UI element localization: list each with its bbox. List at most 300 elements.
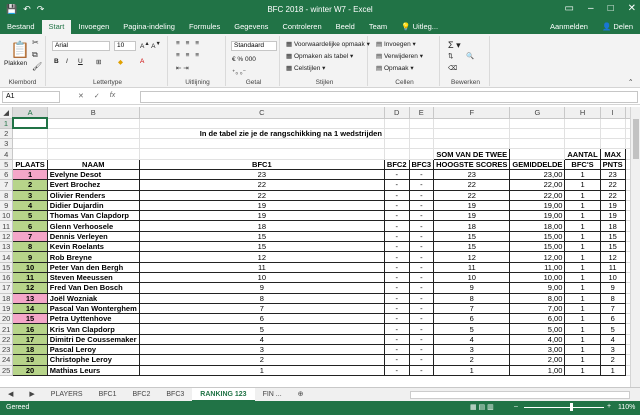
name-cell[interactable]: Peter Van den Bergh: [47, 262, 139, 272]
top-two-sum-cell[interactable]: 15: [434, 242, 510, 252]
share-button[interactable]: 👤 Delen: [601, 22, 633, 31]
add-sheet-icon[interactable]: ⊕: [297, 390, 304, 398]
name-box[interactable]: A1: [2, 91, 60, 103]
row-header[interactable]: 5: [0, 159, 13, 169]
average-cell[interactable]: 15,00: [510, 231, 565, 241]
row-header[interactable]: 4: [0, 149, 13, 159]
font-color-icon[interactable]: A: [140, 58, 145, 65]
top-two-sum-cell[interactable]: 3: [434, 345, 510, 355]
average-cell[interactable]: 15,00: [510, 242, 565, 252]
row-header[interactable]: 19: [0, 303, 13, 313]
place-cell[interactable]: 6: [13, 221, 47, 231]
vertical-scrollbar[interactable]: [630, 107, 640, 387]
bfc-count-cell[interactable]: 1: [565, 180, 600, 190]
row-header[interactable]: 22: [0, 334, 13, 344]
place-cell[interactable]: 11: [13, 272, 47, 282]
bfc3-cell[interactable]: -: [409, 200, 434, 210]
average-cell[interactable]: 1,00: [510, 365, 565, 375]
row-header[interactable]: 1: [0, 118, 13, 128]
column-header-i[interactable]: I: [600, 107, 625, 118]
bfc1-cell[interactable]: 23: [139, 169, 384, 179]
bfc-count-cell[interactable]: 1: [565, 200, 600, 210]
sheet-tab-bfc1[interactable]: BFC1: [98, 390, 117, 398]
tab-bestand[interactable]: Bestand: [7, 22, 35, 31]
collapse-ribbon-icon[interactable]: ⌃: [628, 79, 634, 86]
average-cell[interactable]: 2,00: [510, 355, 565, 365]
place-cell[interactable]: 16: [13, 324, 47, 334]
bfc1-cell[interactable]: 15: [139, 242, 384, 252]
bfc2-cell[interactable]: -: [384, 211, 409, 221]
column-header-c[interactable]: C: [139, 107, 384, 118]
decimal-icon[interactable]: ⁺₀ ₀⁻: [232, 69, 247, 76]
max-points-cell[interactable]: 8: [600, 293, 625, 303]
bold-icon[interactable]: B: [54, 58, 59, 65]
bfc-count-cell[interactable]: 1: [565, 324, 600, 334]
row-header[interactable]: 24: [0, 355, 13, 365]
column-header-d[interactable]: D: [384, 107, 409, 118]
row-header[interactable]: 14: [0, 252, 13, 262]
header-cell-c5[interactable]: BFC1: [139, 159, 384, 169]
name-cell[interactable]: Evert Brochez: [47, 180, 139, 190]
tab-formules[interactable]: Formules: [188, 22, 221, 31]
bfc3-cell[interactable]: -: [409, 211, 434, 221]
bfc3-cell[interactable]: -: [409, 314, 434, 324]
max-points-cell[interactable]: 22: [600, 190, 625, 200]
average-cell[interactable]: 5,00: [510, 324, 565, 334]
borders-icon[interactable]: ⊞: [96, 59, 102, 66]
cell-styles-button[interactable]: ▦ Celstijlen ▾: [286, 65, 326, 72]
top-two-sum-cell[interactable]: 19: [434, 200, 510, 210]
bfc3-cell[interactable]: -: [409, 365, 434, 375]
bfc3-cell[interactable]: -: [409, 303, 434, 313]
ribbon-display-icon[interactable]: ▭: [564, 3, 574, 14]
name-cell[interactable]: Glenn Verhoosele: [47, 221, 139, 231]
font-size-select[interactable]: 10: [114, 41, 136, 51]
bfc3-cell[interactable]: -: [409, 262, 434, 272]
row-header[interactable]: 23: [0, 345, 13, 355]
max-points-cell[interactable]: 5: [600, 324, 625, 334]
row-header[interactable]: 12: [0, 231, 13, 241]
cell[interactable]: [409, 139, 434, 149]
name-cell[interactable]: Steven Meeussen: [47, 272, 139, 282]
zoom-level[interactable]: 110%: [618, 404, 636, 411]
bfc1-cell[interactable]: 8: [139, 293, 384, 303]
top-two-sum-cell[interactable]: 10: [434, 272, 510, 282]
max-points-cell[interactable]: 7: [600, 303, 625, 313]
name-cell[interactable]: Christophe Leroy: [47, 355, 139, 365]
bfc-count-cell[interactable]: 1: [565, 293, 600, 303]
cancel-icon[interactable]: ✕: [78, 93, 84, 100]
row-header[interactable]: 6: [0, 169, 13, 179]
average-cell[interactable]: 18,00: [510, 221, 565, 231]
bfc-count-cell[interactable]: 1: [565, 211, 600, 221]
bfc2-cell[interactable]: -: [384, 355, 409, 365]
bfc3-cell[interactable]: -: [409, 355, 434, 365]
bfc1-cell[interactable]: 6: [139, 314, 384, 324]
cell[interactable]: [13, 128, 47, 138]
font-name-select[interactable]: Arial: [52, 41, 110, 51]
header-cell-a5[interactable]: PLAATS: [13, 159, 47, 169]
name-cell[interactable]: Kevin Roelants: [47, 242, 139, 252]
cell[interactable]: [384, 149, 409, 159]
column-header-h[interactable]: H: [565, 107, 600, 118]
header-cell-h5[interactable]: BFC'S: [565, 159, 600, 169]
sheet-tab-fin[interactable]: FIN ...: [262, 390, 282, 398]
max-points-cell[interactable]: 18: [600, 221, 625, 231]
sheet-tab-ranking-123[interactable]: RANKING 123: [192, 388, 254, 402]
bfc3-cell[interactable]: -: [409, 293, 434, 303]
max-points-cell[interactable]: 3: [600, 345, 625, 355]
maximize-button[interactable]: □: [607, 3, 614, 14]
bfc-count-cell[interactable]: 1: [565, 272, 600, 282]
cell[interactable]: [565, 139, 600, 149]
cell[interactable]: [510, 149, 565, 159]
cell[interactable]: [409, 128, 434, 138]
row-header[interactable]: 13: [0, 242, 13, 252]
minimize-button[interactable]: –: [588, 3, 594, 14]
place-cell[interactable]: 10: [13, 262, 47, 272]
top-two-sum-cell[interactable]: 15: [434, 231, 510, 241]
bfc2-cell[interactable]: -: [384, 252, 409, 262]
bfc2-cell[interactable]: -: [384, 190, 409, 200]
horizontal-scrollbar[interactable]: [410, 391, 630, 399]
average-cell[interactable]: 9,00: [510, 283, 565, 293]
header-cell-i5[interactable]: PNTS: [600, 159, 625, 169]
grow-font-icon[interactable]: A▲ A▼: [140, 41, 161, 51]
row-header[interactable]: 8: [0, 190, 13, 200]
row-header[interactable]: 17: [0, 283, 13, 293]
name-cell[interactable]: Dennis Verleyen: [47, 231, 139, 241]
cell[interactable]: [600, 128, 625, 138]
header-cell-d5[interactable]: BFC2: [384, 159, 409, 169]
sheet-tab-bfc2[interactable]: BFC2: [132, 390, 151, 398]
top-two-sum-cell[interactable]: 5: [434, 324, 510, 334]
cell[interactable]: [409, 149, 434, 159]
bfc2-cell[interactable]: -: [384, 303, 409, 313]
cell-a1[interactable]: [13, 118, 47, 128]
tab-team[interactable]: Team: [368, 22, 388, 31]
bfc-count-cell[interactable]: 1: [565, 252, 600, 262]
tab-start[interactable]: Start: [42, 20, 72, 34]
bfc-count-cell[interactable]: 1: [565, 345, 600, 355]
place-cell[interactable]: 17: [13, 334, 47, 344]
top-two-sum-cell[interactable]: 22: [434, 180, 510, 190]
name-cell[interactable]: Olivier Renders: [47, 190, 139, 200]
bfc3-cell[interactable]: -: [409, 272, 434, 282]
left-align-icon[interactable]: ≡ ≡ ≡: [176, 52, 201, 59]
bfc1-cell[interactable]: 11: [139, 262, 384, 272]
row-header[interactable]: 2: [0, 128, 13, 138]
cell[interactable]: [47, 118, 139, 128]
bfc1-cell[interactable]: 12: [139, 252, 384, 262]
bfc3-cell[interactable]: -: [409, 242, 434, 252]
average-cell[interactable]: 23,00: [510, 169, 565, 179]
place-cell[interactable]: 13: [13, 293, 47, 303]
bfc1-cell[interactable]: 18: [139, 221, 384, 231]
max-points-cell[interactable]: 19: [600, 211, 625, 221]
zoom-in-icon[interactable]: +: [607, 403, 612, 410]
cell[interactable]: [139, 118, 384, 128]
max-points-cell[interactable]: 12: [600, 252, 625, 262]
cell[interactable]: [139, 149, 384, 159]
average-cell[interactable]: 4,00: [510, 334, 565, 344]
max-points-cell[interactable]: 2: [600, 355, 625, 365]
cell[interactable]: [510, 128, 565, 138]
name-cell[interactable]: Fred Van Den Bosch: [47, 283, 139, 293]
name-cell[interactable]: Kris Van Clapdorp: [47, 324, 139, 334]
top-two-sum-cell[interactable]: 11: [434, 262, 510, 272]
header-cell-b5[interactable]: NAAM: [47, 159, 139, 169]
max-points-cell[interactable]: 6: [600, 314, 625, 324]
name-cell[interactable]: Mathias Leurs: [47, 365, 139, 375]
place-cell[interactable]: 19: [13, 355, 47, 365]
average-cell[interactable]: 3,00: [510, 345, 565, 355]
row-header[interactable]: 11: [0, 221, 13, 231]
close-button[interactable]: ✕: [627, 3, 636, 14]
bfc3-cell[interactable]: -: [409, 283, 434, 293]
bfc2-cell[interactable]: -: [384, 180, 409, 190]
bfc3-cell[interactable]: -: [409, 190, 434, 200]
max-points-cell[interactable]: 1: [600, 365, 625, 375]
autosum-icon[interactable]: Σ ▾: [448, 40, 461, 50]
max-points-cell[interactable]: 4: [600, 334, 625, 344]
number-format-select[interactable]: Standaard: [231, 41, 277, 51]
insert-button[interactable]: ▤ Invoegen ▾: [376, 41, 416, 48]
next-sheet-icon[interactable]: ▶: [29, 390, 35, 398]
tab-pagina-indeling[interactable]: Pagina-indeling: [123, 22, 175, 31]
header-cell-f5[interactable]: HOOGSTE SCORES: [434, 159, 510, 169]
column-header-g[interactable]: G: [510, 107, 565, 118]
cell[interactable]: [600, 118, 625, 128]
row-header[interactable]: 7: [0, 180, 13, 190]
bfc2-cell[interactable]: -: [384, 283, 409, 293]
bfc-count-cell[interactable]: 1: [565, 262, 600, 272]
place-cell[interactable]: 14: [13, 303, 47, 313]
row-header[interactable]: 18: [0, 293, 13, 303]
name-cell[interactable]: Petra Uyttenhove: [47, 314, 139, 324]
max-points-cell[interactable]: 10: [600, 272, 625, 282]
bfc3-cell[interactable]: -: [409, 334, 434, 344]
row-header[interactable]: 9: [0, 200, 13, 210]
find-icon[interactable]: 🔍: [466, 53, 475, 60]
undo-icon[interactable]: ↶: [23, 4, 31, 14]
max-points-cell[interactable]: 11: [600, 262, 625, 272]
bfc2-cell[interactable]: -: [384, 272, 409, 282]
cell[interactable]: [565, 128, 600, 138]
bfc3-cell[interactable]: -: [409, 324, 434, 334]
bfc3-cell[interactable]: -: [409, 169, 434, 179]
format-as-table-button[interactable]: ▦ Opmaken als tabel ▾: [286, 53, 354, 60]
formula-input[interactable]: [140, 91, 638, 103]
clear-icon[interactable]: ⌫: [448, 65, 458, 72]
zoom-slider[interactable]: [524, 407, 604, 408]
scrollbar-thumb[interactable]: [633, 119, 639, 159]
bfc-count-cell[interactable]: 1: [565, 355, 600, 365]
cell[interactable]: [565, 118, 600, 128]
name-cell[interactable]: Evelyne Desot: [47, 169, 139, 179]
place-cell[interactable]: 9: [13, 252, 47, 262]
bfc1-cell[interactable]: 3: [139, 345, 384, 355]
place-cell[interactable]: 2: [13, 180, 47, 190]
select-all-corner[interactable]: ◢: [0, 107, 13, 118]
cell[interactable]: [13, 139, 47, 149]
redo-icon[interactable]: ↷: [36, 4, 45, 14]
cell[interactable]: [434, 118, 510, 128]
max-points-cell[interactable]: 23: [600, 169, 625, 179]
sign-in-link[interactable]: Aanmelden: [550, 22, 588, 31]
tab-controleren[interactable]: Controleren: [282, 22, 322, 31]
cell[interactable]: [13, 149, 47, 159]
row-header[interactable]: 3: [0, 139, 13, 149]
place-cell[interactable]: 7: [13, 231, 47, 241]
bfc2-cell[interactable]: -: [384, 365, 409, 375]
cell[interactable]: [384, 139, 409, 149]
bfc3-cell[interactable]: -: [409, 180, 434, 190]
fx-icon[interactable]: fx: [109, 92, 116, 99]
bfc2-cell[interactable]: -: [384, 262, 409, 272]
top-two-sum-cell[interactable]: 18: [434, 221, 510, 231]
bfc-count-cell[interactable]: 1: [565, 190, 600, 200]
bfc1-cell[interactable]: 4: [139, 334, 384, 344]
bfc2-cell[interactable]: -: [384, 314, 409, 324]
name-cell[interactable]: Thomas Van Clapdorp: [47, 211, 139, 221]
format-painter-icon[interactable]: 🖌: [32, 62, 43, 71]
bfc1-cell[interactable]: 5: [139, 324, 384, 334]
top-two-sum-cell[interactable]: 1: [434, 365, 510, 375]
name-cell[interactable]: Joël Wozniak: [47, 293, 139, 303]
header-cell-i4[interactable]: MAX: [600, 149, 625, 159]
currency-icon[interactable]: € % 000: [232, 56, 256, 63]
bfc1-cell[interactable]: 15: [139, 231, 384, 241]
underline-icon[interactable]: U: [78, 58, 83, 65]
conditional-format-button[interactable]: ▦ Voorwaardelijke opmaak ▾: [286, 41, 370, 48]
bfc-count-cell[interactable]: 1: [565, 221, 600, 231]
bfc-count-cell[interactable]: 1: [565, 334, 600, 344]
average-cell[interactable]: 11,00: [510, 262, 565, 272]
column-header-e[interactable]: E: [409, 107, 434, 118]
bfc-count-cell[interactable]: 1: [565, 169, 600, 179]
fill-color-icon[interactable]: ◆: [118, 59, 123, 66]
bfc2-cell[interactable]: -: [384, 200, 409, 210]
sheet-tab-bfc3[interactable]: BFC3: [166, 390, 185, 398]
row-header[interactable]: 20: [0, 314, 13, 324]
intro-cell[interactable]: In de tabel zie je de rangschikking na 1 wedstrijden: [139, 128, 384, 138]
indent-icon[interactable]: ⇤ ⇥: [176, 65, 189, 72]
name-cell[interactable]: Dimitri De Coussemaker: [47, 334, 139, 344]
average-cell[interactable]: 22,00: [510, 190, 565, 200]
bfc2-cell[interactable]: -: [384, 293, 409, 303]
clipboard-icon[interactable]: 📋: [10, 42, 30, 59]
max-points-cell[interactable]: 15: [600, 231, 625, 241]
column-header-a[interactable]: A: [13, 107, 47, 118]
average-cell[interactable]: 22,00: [510, 180, 565, 190]
place-cell[interactable]: 20: [13, 365, 47, 375]
top-two-sum-cell[interactable]: 4: [434, 334, 510, 344]
name-cell[interactable]: Pascal Van Wonterghem: [47, 303, 139, 313]
average-cell[interactable]: 12,00: [510, 252, 565, 262]
row-header[interactable]: 16: [0, 272, 13, 282]
place-cell[interactable]: 18: [13, 345, 47, 355]
bfc1-cell[interactable]: 9: [139, 283, 384, 293]
name-cell[interactable]: Rob Breyne: [47, 252, 139, 262]
bfc1-cell[interactable]: 19: [139, 211, 384, 221]
place-cell[interactable]: 8: [13, 242, 47, 252]
prev-sheet-icon[interactable]: ◀: [8, 390, 14, 398]
tab-beeld[interactable]: Beeld: [335, 22, 355, 31]
cell[interactable]: [384, 118, 409, 128]
place-cell[interactable]: 12: [13, 283, 47, 293]
average-cell[interactable]: 10,00: [510, 272, 565, 282]
column-header-f[interactable]: F: [434, 107, 510, 118]
bfc1-cell[interactable]: 10: [139, 272, 384, 282]
top-two-sum-cell[interactable]: 6: [434, 314, 510, 324]
delete-button[interactable]: ▤ Verwijderen ▾: [376, 53, 423, 60]
place-cell[interactable]: 1: [13, 169, 47, 179]
row-header[interactable]: 15: [0, 262, 13, 272]
row-header[interactable]: 21: [0, 324, 13, 334]
tab-uitleg[interactable]: 💡 Uitleg...: [401, 22, 439, 31]
sort-filter-icon[interactable]: ⇅: [448, 53, 454, 60]
zoom-slider-thumb[interactable]: [570, 403, 573, 411]
header-cell-f4[interactable]: SOM VAN DE TWEE: [434, 149, 510, 159]
place-cell[interactable]: 5: [13, 211, 47, 221]
bfc2-cell[interactable]: -: [384, 242, 409, 252]
bfc2-cell[interactable]: -: [384, 231, 409, 241]
row-header[interactable]: 10: [0, 211, 13, 221]
bfc2-cell[interactable]: -: [384, 334, 409, 344]
view-buttons[interactable]: ▦ ▤ ▥: [470, 404, 494, 411]
cell[interactable]: [384, 128, 409, 138]
top-two-sum-cell[interactable]: 2: [434, 355, 510, 365]
cell[interactable]: [409, 118, 434, 128]
sheet-tab-players[interactable]: PLAYERS: [50, 390, 83, 398]
header-cell-e5[interactable]: BFC3: [409, 159, 434, 169]
bfc1-cell[interactable]: 19: [139, 200, 384, 210]
bfc2-cell[interactable]: -: [384, 345, 409, 355]
zoom-out-icon[interactable]: –: [514, 403, 518, 410]
top-two-sum-cell[interactable]: 23: [434, 169, 510, 179]
row-header[interactable]: 25: [0, 365, 13, 375]
bfc-count-cell[interactable]: 1: [565, 303, 600, 313]
top-two-sum-cell[interactable]: 9: [434, 283, 510, 293]
max-points-cell[interactable]: 22: [600, 180, 625, 190]
bfc1-cell[interactable]: 22: [139, 180, 384, 190]
top-two-sum-cell[interactable]: 7: [434, 303, 510, 313]
header-cell-h4[interactable]: AANTAL: [565, 149, 600, 159]
cell[interactable]: [510, 118, 565, 128]
top-two-sum-cell[interactable]: 19: [434, 211, 510, 221]
cell[interactable]: [510, 139, 565, 149]
name-cell[interactable]: Pascal Leroy: [47, 345, 139, 355]
bfc3-cell[interactable]: -: [409, 252, 434, 262]
name-cell[interactable]: Didier Dujardin: [47, 200, 139, 210]
place-cell[interactable]: 3: [13, 190, 47, 200]
average-cell[interactable]: 7,00: [510, 303, 565, 313]
top-two-sum-cell[interactable]: 22: [434, 190, 510, 200]
bfc-count-cell[interactable]: 1: [565, 242, 600, 252]
max-points-cell[interactable]: 15: [600, 242, 625, 252]
cell[interactable]: [600, 139, 625, 149]
cell[interactable]: [139, 139, 384, 149]
cell[interactable]: [434, 139, 510, 149]
copy-icon[interactable]: ⧉: [32, 50, 38, 59]
save-icon[interactable]: 💾: [6, 4, 18, 14]
bfc1-cell[interactable]: 1: [139, 365, 384, 375]
place-cell[interactable]: 15: [13, 314, 47, 324]
place-cell[interactable]: 4: [13, 200, 47, 210]
header-cell-g5[interactable]: GEMIDDELDE: [510, 159, 565, 169]
cell[interactable]: [47, 149, 139, 159]
